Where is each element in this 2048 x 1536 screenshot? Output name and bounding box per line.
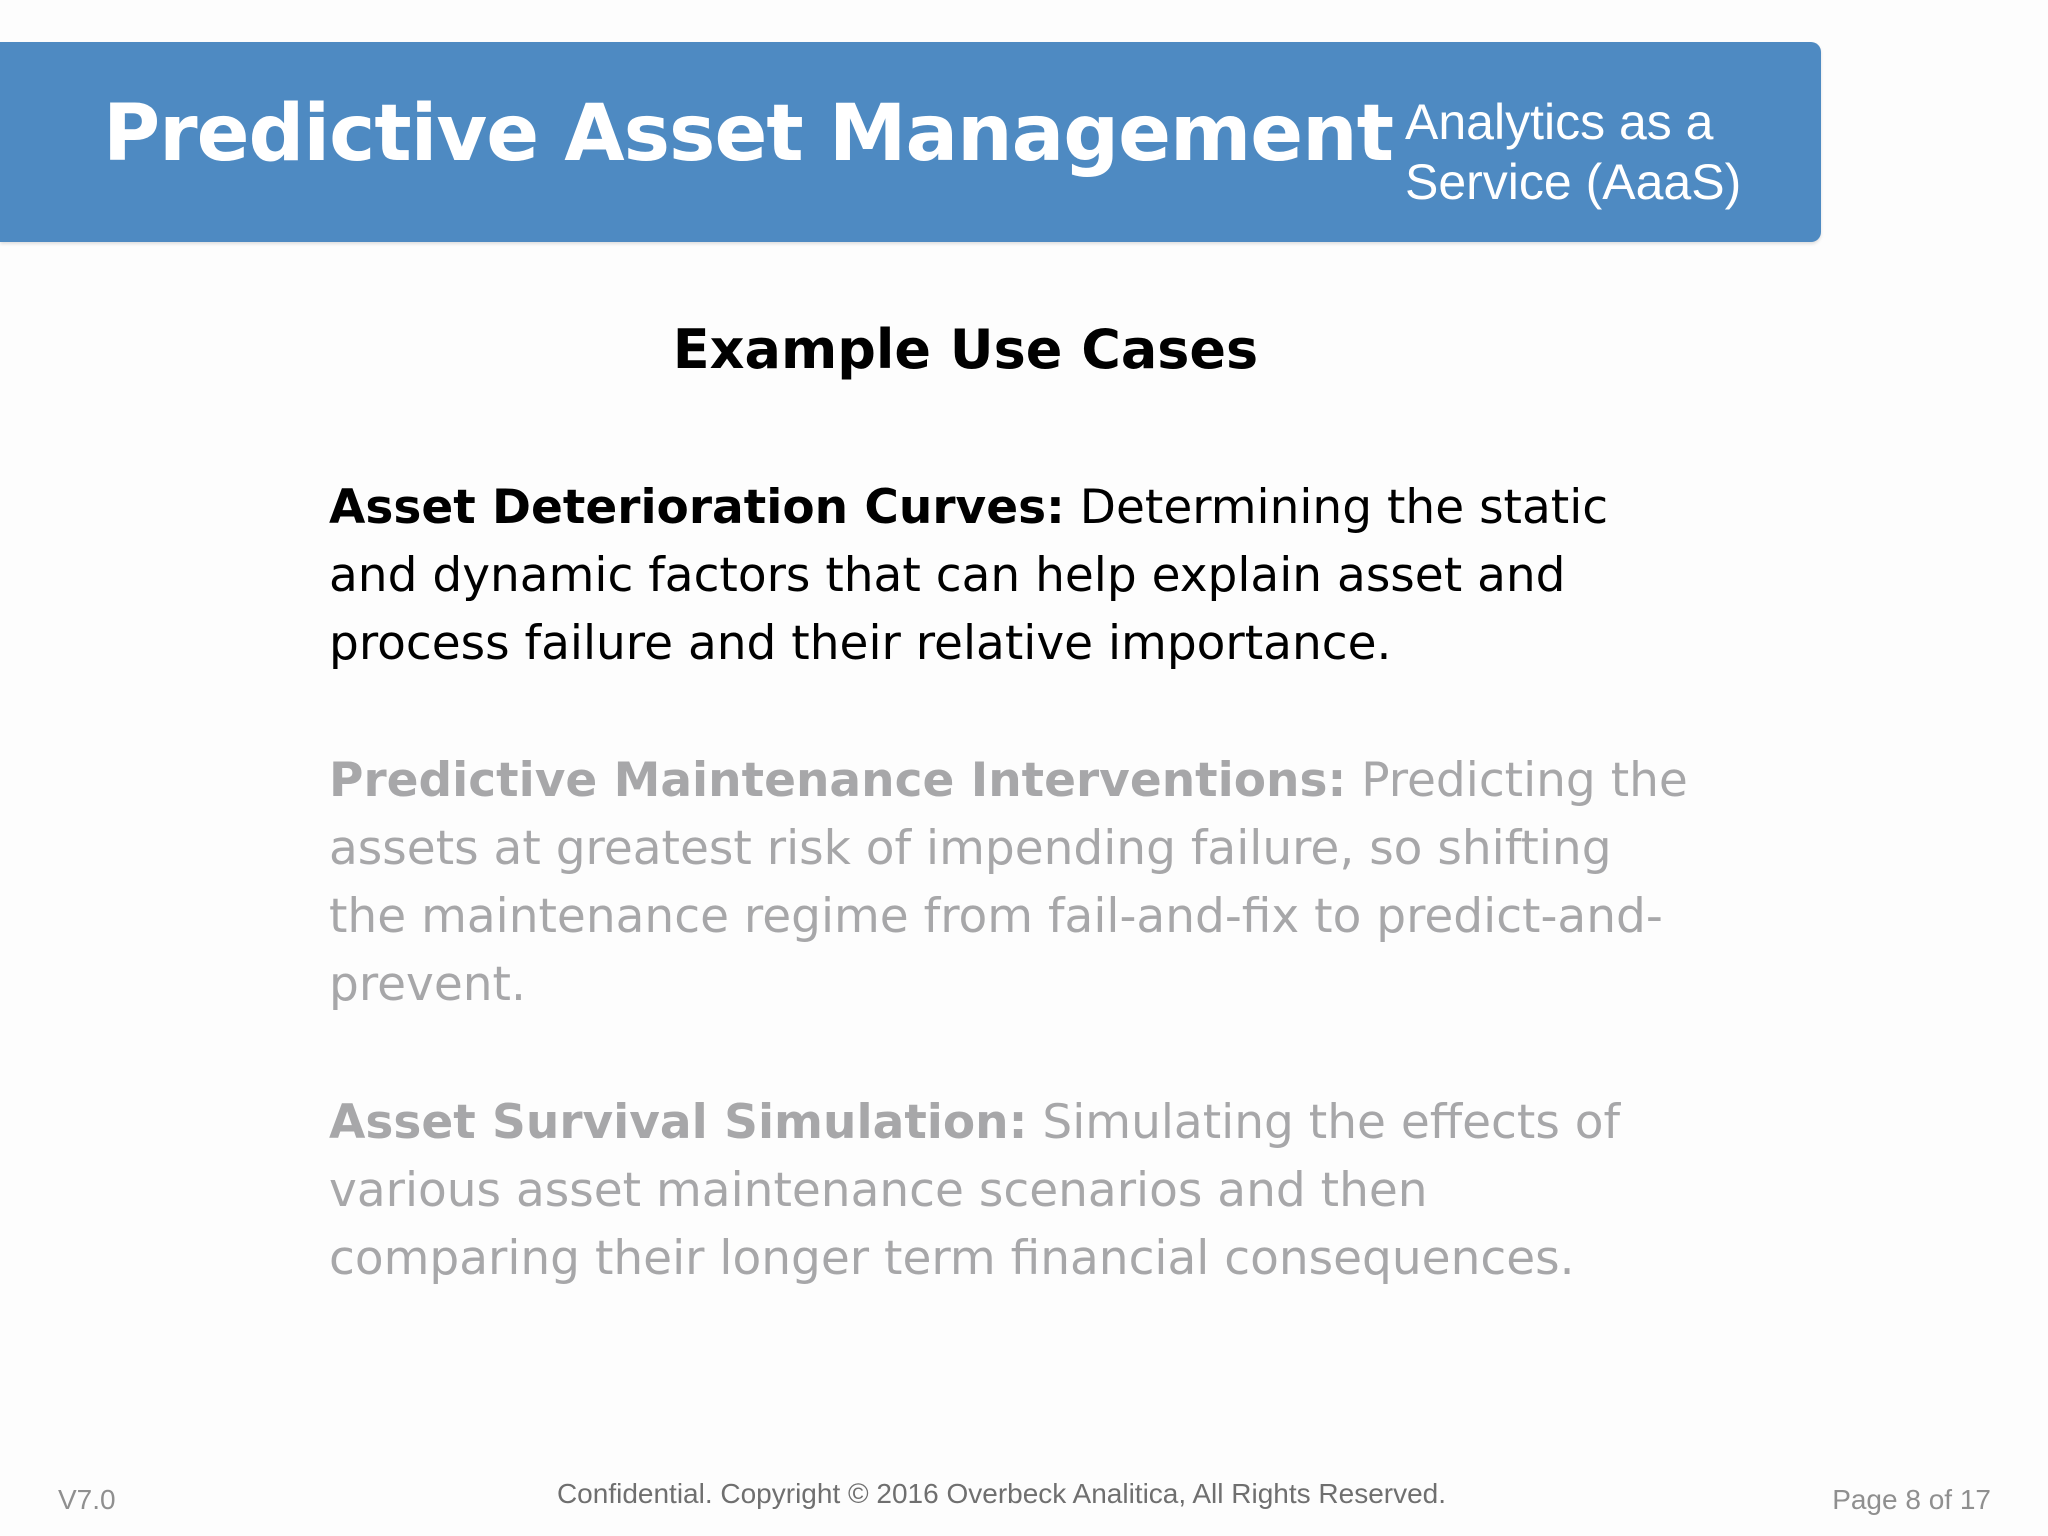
use-case-description: Determining the static and dynamic factors that can help explain asset and process failure and their relative importance. bbox=[329, 480, 1609, 671]
use-case-name: Asset Survival Simulation: bbox=[329, 1095, 1028, 1150]
use-case-deterioration-curves bbox=[329, 474, 1689, 678]
use-case-name: Asset Deterioration Curves: bbox=[329, 480, 1065, 535]
header-subtitle-line-1: Analytics as a bbox=[1405, 94, 1714, 150]
footer-version: V7.0 bbox=[58, 1484, 116, 1515]
section-heading: Example Use Cases bbox=[672, 318, 1259, 381]
page-title: Predictive Asset Management bbox=[103, 89, 1393, 179]
use-case-description: Simulating the effects of various asset maintenance scenarios and then comparing their longer term financial consequences. bbox=[329, 1095, 1621, 1286]
use-case-survival-simulation bbox=[329, 1089, 1689, 1293]
header-subtitle bbox=[1405, 92, 1805, 212]
footer-page-number: Page 8 of 17 bbox=[1832, 1484, 1991, 1515]
footer-copyright: Confidential. Copyright © 2016 Overbeck Analitica, All Rights Reserved. bbox=[556, 1478, 1447, 1509]
use-case-predictive-maintenance bbox=[329, 747, 1689, 1019]
use-case-description: Predicting the assets at greatest risk of impending failure, so shifting the maintenance regime from fail-and-fix to predict-and-prevent. bbox=[329, 753, 1688, 1012]
header-subtitle-line-2: Service (AaaS) bbox=[1405, 154, 1742, 210]
use-case-name: Predictive Maintenance Interventions: bbox=[329, 753, 1347, 808]
